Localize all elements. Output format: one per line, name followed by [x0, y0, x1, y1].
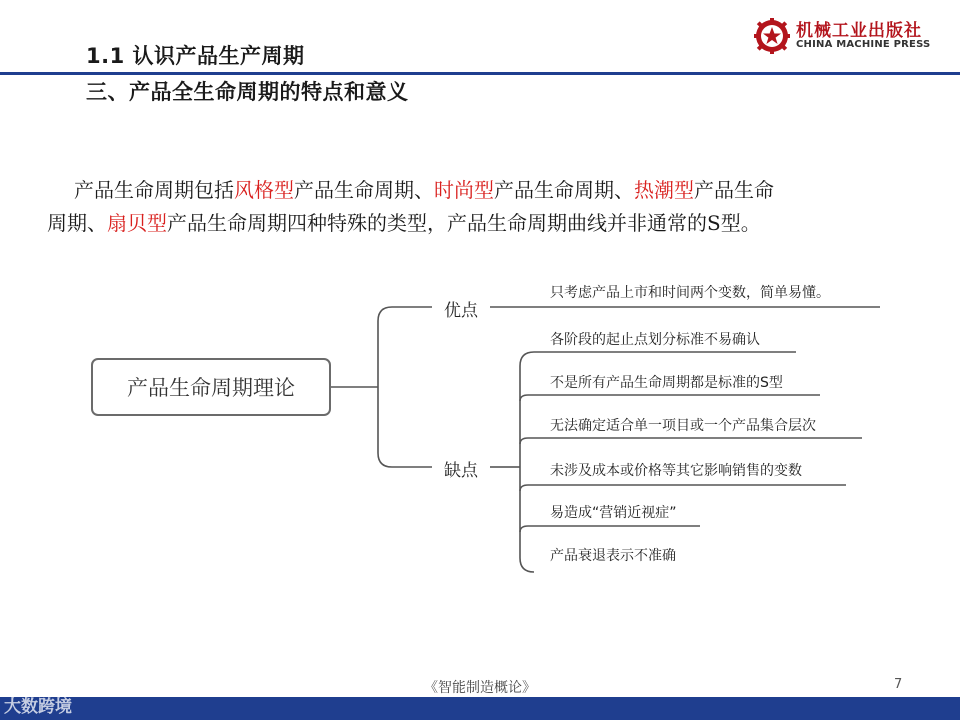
subsection-title: 三、产品全生命周期的特点和意义: [86, 80, 409, 104]
text-segment: 产品生命周期包括: [74, 178, 234, 202]
highlight-style-type: 风格型: [234, 178, 294, 202]
branch-disadvantages: 缺点: [444, 461, 478, 481]
disadvantage-item: 产品衰退表示不准确: [550, 548, 676, 564]
footer-bar: [0, 697, 960, 720]
text-segment: 产品生命周期、: [294, 178, 434, 202]
disadvantage-item: 无法确定适合单一项目或一个产品集合层次: [550, 418, 816, 434]
disadvantage-item: 易造成“营销近视症”: [550, 505, 677, 521]
text-segment: 产品生命周期四种特殊的类型，产品生命周期曲线并非通常的S型。: [167, 211, 761, 235]
logo-name-cn: 机械工业出版社: [796, 21, 922, 41]
branch-advantages: 优点: [444, 301, 478, 321]
text-segment: 周期、: [47, 211, 107, 235]
text-segment: 产品生命: [694, 178, 774, 202]
highlight-scallop-type: 扇贝型: [107, 211, 167, 235]
page-number: 7: [894, 677, 903, 692]
disadvantage-item: 未涉及成本或价格等其它影响销售的变数: [550, 463, 802, 479]
highlight-fad-type: 热潮型: [634, 178, 694, 202]
watermark: 大数跨境: [4, 697, 72, 717]
advantage-item: 只考虑产品上市和时间两个变数，简单易懂。: [550, 285, 830, 301]
footer-book-title: 《智能制造概论》: [424, 680, 536, 696]
disadvantage-item: 各阶段的起止点划分标准不易确认: [550, 332, 760, 348]
logo-name-en: CHINA MACHINE PRESS: [796, 39, 931, 50]
section-title: 1.1 认识产品生产周期: [86, 44, 305, 68]
mindmap-root-node: 产品生命周期理论: [91, 358, 331, 416]
text-segment: 产品生命周期、: [494, 178, 634, 202]
disadvantage-item: 不是所有产品生命周期都是标准的S型: [550, 375, 783, 391]
highlight-fashion-type: 时尚型: [434, 178, 494, 202]
